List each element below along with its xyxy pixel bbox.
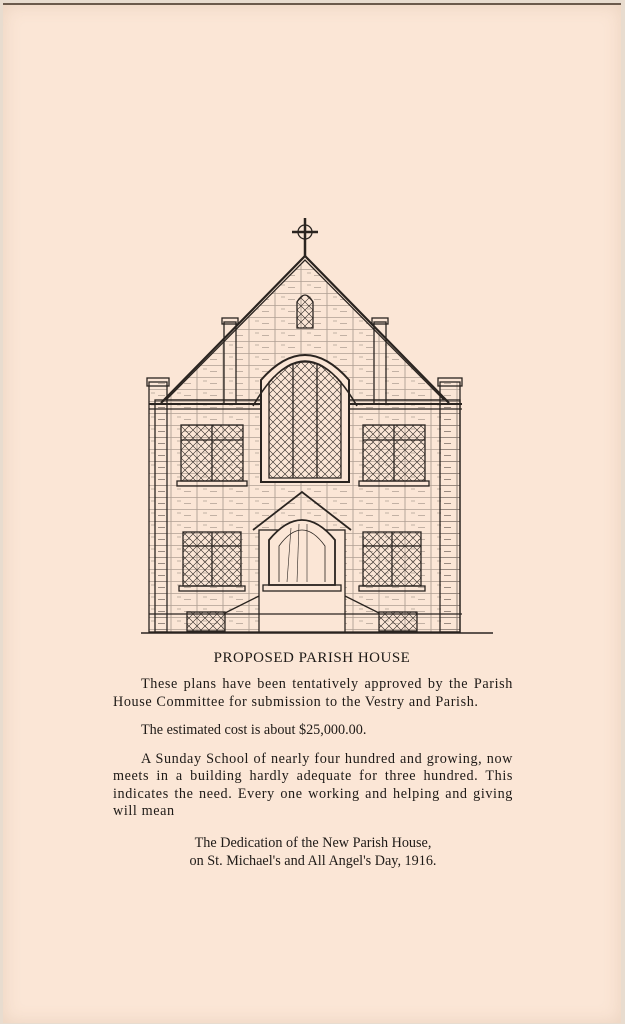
document-title: PROPOSED PARISH HOUSE <box>213 650 411 666</box>
parish-house-illustration <box>141 210 501 640</box>
dedication-line: on St. Michael's and All Angel's Day, 1916. <box>189 853 437 869</box>
paragraph: The estimated cost is about $25,000.00. <box>141 722 367 738</box>
body-text <box>113 676 513 832</box>
paragraph: These plans have been tentatively approved by the Parish House Committee for submission to the Vestry and Parish. <box>113 676 513 710</box>
dedication-line: The Dedication of the New Parish House, <box>194 835 432 851</box>
document-page <box>3 3 621 1023</box>
paragraph: A Sunday School of nearly four hundred and growing, now meets in a building hardly adequate for three hundred. This indicates the need. Every one working and helping and giving will mean <box>113 750 513 819</box>
dedication <box>113 834 513 870</box>
